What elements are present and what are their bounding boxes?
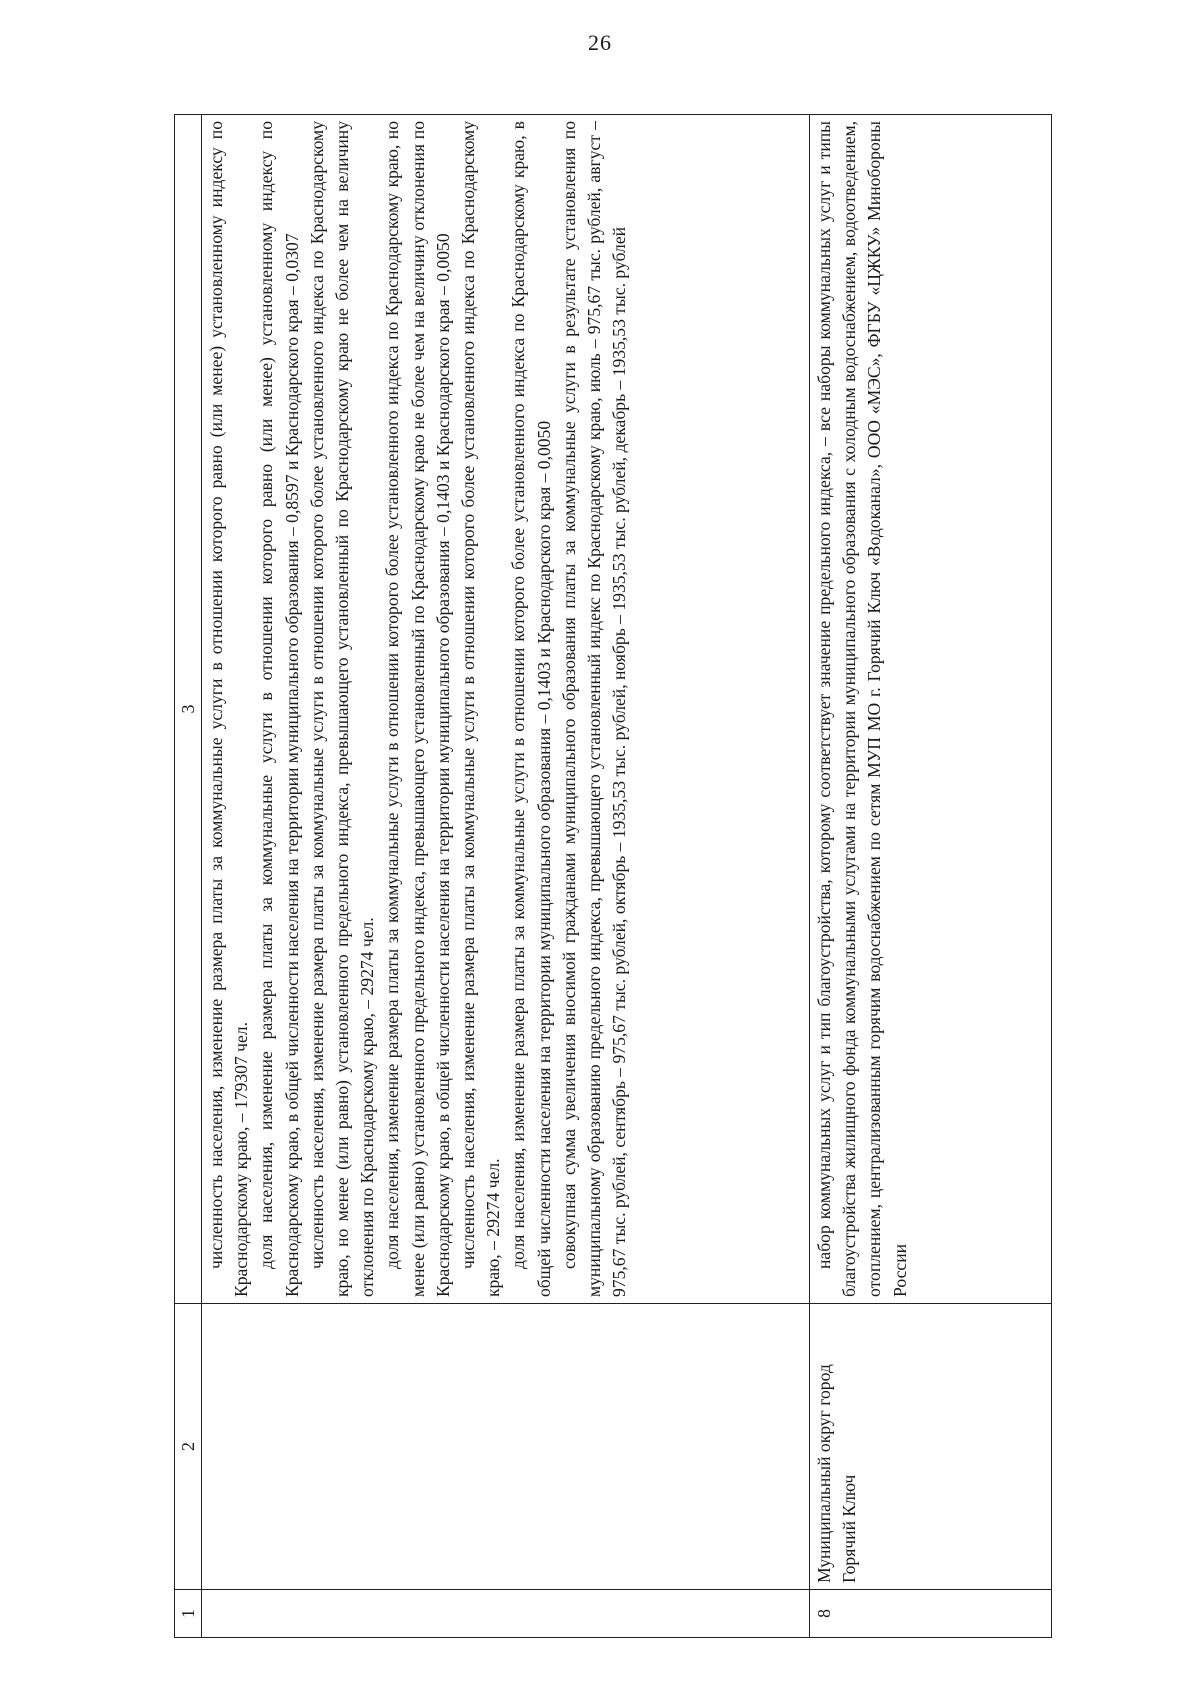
paragraph: совокупная сумма увеличения вносимой гражданами муниципального образования платы за коммунальные услуги в результате установления по муниципальному образованию предельного индекса, превышающего установленный индекс по Краснодарскому краю, июль – 975,67 тыс. рублей, август – 975,67 тыс. рублей, сентябрь – 975,67 тыс. рублей, октябрь – 1935,53 тыс. рублей, ноябрь – 1935,53 тыс. рублей, декабрь – 1935,53 тыс. рублей xyxy=(558,121,630,1297)
table-row xyxy=(810,115,1052,1638)
row-number xyxy=(202,1590,810,1638)
paragraph: доля населения, изменение размера платы за коммунальные услуги в отношении которого более установленного индекса по Краснодарскому краю, в общей численности населения на территории муниципального образования – 0,1403 и Краснодарского края – 0,0050 xyxy=(508,121,554,1297)
paragraph: набор коммунальных услуг и тип благоустройства, которому соответствует значение предельного индекса, – все наборы коммунальных услуг и типы благоустройства жилищного фонда коммунальными услугами на территории муниципального образования с холодным водоснабжением, водоотведением, отоплением, централизованным горячим водоснабжением по сетям МУП МО г. Горячий Ключ «Водоканал», ООО «МЭС», ФГБУ «ЦЖКУ» Минобороны России xyxy=(814,121,910,1297)
paragraph: численность населения, изменение размера платы за коммунальные услуги в отношении которого более установленного индекса по Краснодарскому краю, – 29274 чел. xyxy=(458,121,504,1297)
document-table xyxy=(174,114,1052,1638)
row-municipality xyxy=(202,1304,810,1590)
row-municipality: Муниципальный округ город Горячий Ключ xyxy=(810,1304,1052,1590)
paragraph: доля населения, изменение размера платы за коммунальные услуги в отношении которого более установленного индекса по Краснодарскому краю, но менее (или равно) установленного предельного индекса, превышающего установленный по Краснодарскому краю не более чем на величину отклонения по Краснодарскому краю, в общей численности населения на территории муниципального образования – 0,1403 и Краснодарского края – 0,0050 xyxy=(382,121,453,1297)
header-col-2: 2 xyxy=(175,1304,202,1590)
paragraph: доля населения, изменение размера платы за коммунальные услуги в отношении которого равно (или менее) установленному индексу по Краснодарскому краю, в общей численности населения на территории муниципального образования – 0,8597 и Краснодарского края – 0,0307 xyxy=(256,121,302,1297)
header-col-3: 3 xyxy=(175,115,202,1304)
table-header-row xyxy=(175,115,202,1638)
rotated-table-wrapper xyxy=(174,115,1052,1638)
row-details xyxy=(202,115,810,1304)
row-number: 8 xyxy=(810,1590,1052,1638)
page-number: 26 xyxy=(588,30,612,55)
table-row xyxy=(202,115,810,1638)
paragraph: численность населения, изменение размера платы за коммунальные услуги в отношении которого более установленного индекса по Краснодарскому краю, но менее (или равно) установленного предельного индекса, превышающего установленный по Краснодарскому краю не более чем на величину отклонения по Краснодарскому краю, – 29274 чел. xyxy=(306,121,378,1297)
header-col-1: 1 xyxy=(175,1590,202,1638)
paragraph: численность населения, изменение размера платы за коммунальные услуги в отношении которого равно (или менее) установленному индексу по Краснодарскому краю, – 179307 чел. xyxy=(206,121,252,1297)
row-details xyxy=(810,115,1052,1304)
rotated-table-frame xyxy=(174,115,1052,1638)
